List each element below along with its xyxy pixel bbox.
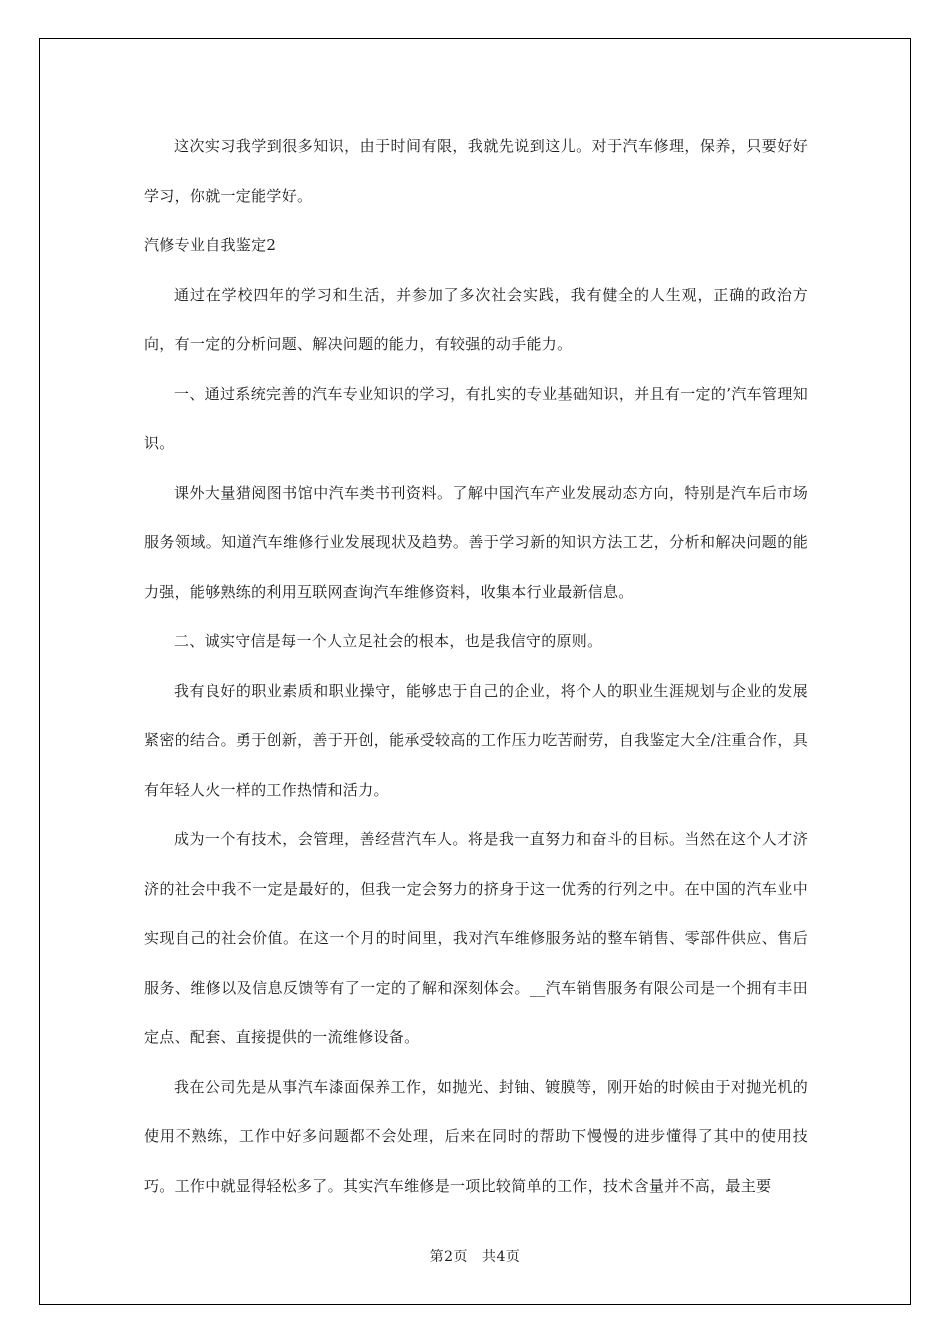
paragraph: 一、通过系统完善的汽车专业知识的学习，有扎实的专业基础知识，并且有一定的’汽车管理知识。 bbox=[144, 384, 808, 452]
paragraph: 通过在学校四年的学习和生活，并参加了多次社会实践，我有健全的人生观，正确的政治方向，有一定的分析问题、解决问题的能力，有较强的动手能力。 bbox=[144, 285, 808, 353]
section-heading: 汽修专业自我鉴定2 bbox=[144, 236, 277, 254]
page-footer bbox=[0, 1246, 950, 1266]
paragraph: 成为一个有技术，会管理，善经营汽车人。将是我一直努力和奋斗的目标。当然在这个人才济济的社会中我不一定是最好的，但我一定会努力的挤身于这一优秀的行列之中。在中国的汽车业中实现自己的社会价值。在这一个月的时间里，我对汽车维修服务站的整车销售、零部件供应、售后服务、维修以及信息反馈等有了一定的了解和深刻体会。__汽车销售服务有限公司是一个拥有丰田定点、配套、直接提供的一流维修设备。 bbox=[144, 830, 808, 1046]
paragraph: 课外大量猎阅图书馆中汽车类书刊资料。了解中国汽车产业发展动态方向，特别是汽车后市场服务领域。知道汽车维修行业发展现状及趋势。善于学习新的知识方法工艺，分析和解决问题的能力强，能够熟练的利用互联网查询汽车维修资料，收集本行业最新信息。 bbox=[144, 483, 808, 601]
document-body bbox=[144, 122, 808, 1211]
paragraph: 我有良好的职业素质和职业操守，能够忠于自己的企业，将个人的职业生涯规划与企业的发展紧密的结合。勇于创新，善于开创，能承受较高的工作压力吃苦耐劳，自我鉴定大全/注重合作，具有年轻人火一样的工作热情和活力。 bbox=[144, 681, 808, 799]
page-number: 第2页 bbox=[429, 1249, 468, 1265]
page-total: 共4页 bbox=[482, 1249, 521, 1265]
paragraph: 二、诚实守信是每一个人立足社会的根本，也是我信守的原则。 bbox=[174, 632, 603, 650]
paragraph: 这次实习我学到很多知识，由于时间有限，我就先说到这儿。对于汽车修理，保养，只要好好学习，你就一定能学好。 bbox=[144, 137, 808, 205]
paragraph: 我在公司先是从事汽车漆面保养工作，如抛光、封铀、镀膜等，刚开始的时候由于对抛光机的使用不熟练，工作中好多问题都不会处理，后来在同时的帮助下慢慢的进步懂得了其中的使用技巧。工作中就显得轻松多了。其实汽车维修是一项比较简单的工作，技术含量并不高，最主要 bbox=[144, 1077, 808, 1195]
